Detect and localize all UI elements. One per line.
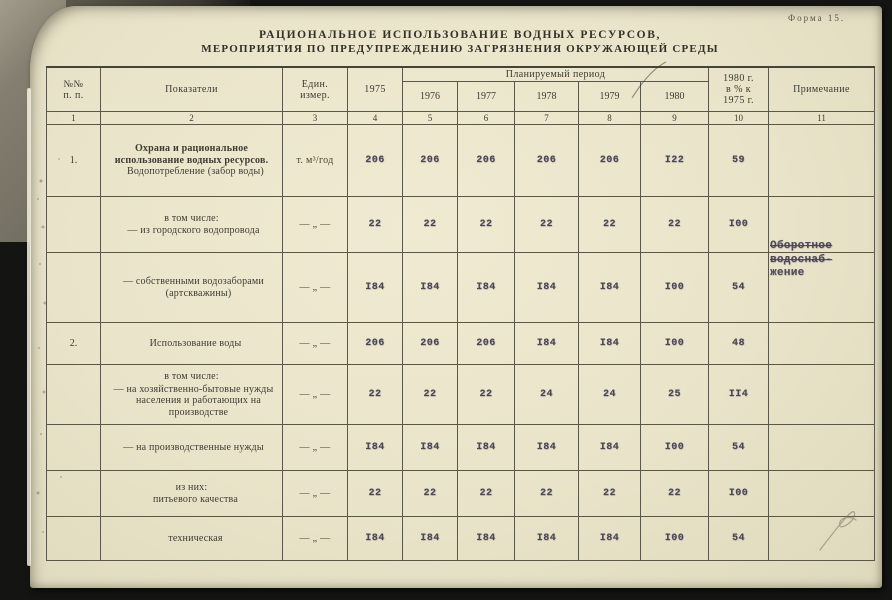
row-number: 2. [47, 323, 101, 365]
unit-cell: — „ — [283, 471, 348, 517]
value-cell: 22 [641, 197, 709, 253]
indicator-label: — собственными водозаборами (артскважины) [123, 276, 264, 299]
remark-line-2: водоснаб- [770, 253, 833, 266]
unit-cell: — „ — [283, 365, 348, 425]
sub-heading: в том числе: [164, 371, 219, 382]
header-cell-plan-period: Планируемый период [403, 67, 709, 82]
value-cell: I84 [579, 517, 641, 561]
unit-cell: — „ — [283, 197, 348, 253]
value-cell: 22 [348, 197, 403, 253]
unit-cell: — „ — [283, 517, 348, 561]
year-header-1979: 1979 [579, 82, 641, 112]
value-cell: I84 [515, 253, 579, 323]
value-cell: 22 [579, 471, 641, 517]
value-cell: I84 [515, 323, 579, 365]
indicator-cell [101, 517, 283, 561]
year-header-1978: 1978 [515, 82, 579, 112]
value-cell: 22 [515, 197, 579, 253]
value-cell: 22 [348, 365, 403, 425]
value-cell: I00 [641, 323, 709, 365]
indicator-label: Использование воды [149, 337, 242, 349]
remark-line-1: Оборотное [770, 240, 833, 252]
value-cell: I22 [641, 125, 709, 197]
value-cell: 206 [403, 323, 458, 365]
row-number [47, 517, 101, 561]
table-row [47, 323, 875, 365]
header-cell-percent [709, 67, 769, 112]
value-cell: 22 [458, 197, 515, 253]
indicator-label: — на хозяйственно-бытовые нужды населения и работающих на производстве [113, 383, 274, 418]
col-number: 8 [579, 112, 641, 125]
indicator-cell [101, 197, 283, 253]
table-row [47, 253, 875, 323]
unit-cell: — „ — [283, 323, 348, 365]
pen-check-mark [622, 58, 682, 104]
value-cell: I00 [641, 517, 709, 561]
value-cell: I00 [641, 253, 709, 323]
note-cell [769, 125, 875, 197]
note-cell [769, 365, 875, 425]
col-number: 5 [403, 112, 458, 125]
sub-heading: в том числе: [164, 212, 219, 224]
paper-specks [0, 0, 2, 2]
pencil-squiggle [806, 502, 870, 558]
value-cell: I84 [458, 253, 515, 323]
value-cell: I84 [579, 323, 641, 365]
table-row [47, 365, 875, 425]
water-resources-table [46, 66, 875, 561]
sub-heading: из них: [175, 481, 208, 493]
pp-label: п. п. [63, 89, 84, 101]
value-cell: I00 [709, 197, 769, 253]
col-number: 11 [769, 112, 875, 125]
table-row [47, 197, 875, 253]
indicator-label: — из городского водопровода [127, 225, 260, 236]
unit-label-2: измер. [300, 89, 330, 101]
value-cell: 22 [641, 471, 709, 517]
value-cell: 48 [709, 323, 769, 365]
value-cell: I84 [403, 517, 458, 561]
value-cell: I84 [403, 425, 458, 471]
year-header-1976: 1976 [403, 82, 458, 112]
value-cell: 22 [579, 197, 641, 253]
value-cell: 22 [403, 365, 458, 425]
header-cell-note: Примечание [769, 67, 875, 112]
remark-line-3: жение [770, 267, 805, 279]
value-cell: 206 [458, 125, 515, 197]
column-number-row [47, 112, 875, 125]
header-cell-indicators: Показатели [101, 67, 283, 112]
value-cell: I84 [579, 253, 641, 323]
value-cell: I00 [709, 471, 769, 517]
table-row [47, 517, 875, 561]
title-line-2: МЕРОПРИЯТИЯ ПО ПРЕДУПРЕЖДЕНИЮ ЗАГРЯЗНЕНИЯ ОКРУЖАЮЩЕЙ СРЕДЫ [201, 43, 719, 55]
unit-cell: т. м³/год [283, 125, 348, 197]
value-cell: 22 [458, 471, 515, 517]
value-cell: 22 [348, 471, 403, 517]
col-number: 2 [101, 112, 283, 125]
note-cell [769, 425, 875, 471]
row-number [47, 425, 101, 471]
indicator-label: — на производственные нужды [123, 441, 264, 453]
value-cell: 22 [458, 365, 515, 425]
indicator-label: техническая [168, 532, 223, 544]
col-number: 4 [348, 112, 403, 125]
document-title [46, 29, 874, 55]
title-line-1: РАЦИОНАЛЬНОЕ ИСПОЛЬЗОВАНИЕ ВОДНЫХ РЕСУРСОВ, [259, 29, 661, 41]
value-cell: 206 [458, 323, 515, 365]
indicator-cell [101, 425, 283, 471]
row-number [47, 197, 101, 253]
value-cell: 22 [403, 197, 458, 253]
value-cell: 54 [709, 517, 769, 561]
row-number [47, 471, 101, 517]
value-cell: I84 [515, 517, 579, 561]
header-cell-unit [283, 67, 348, 112]
table-row [47, 425, 875, 471]
value-cell: 206 [579, 125, 641, 197]
value-cell: 206 [515, 125, 579, 197]
value-cell: II4 [709, 365, 769, 425]
value-cell: 54 [709, 425, 769, 471]
page-edge-highlight [27, 88, 31, 566]
header-cell-row-number [47, 67, 101, 112]
col-number: 6 [458, 112, 515, 125]
table-row [47, 471, 875, 517]
table-row [47, 125, 875, 197]
indicator-cell [101, 365, 283, 425]
value-cell: I84 [348, 517, 403, 561]
note-cell [769, 323, 875, 365]
year-header-1980: 1980 [641, 82, 709, 112]
value-cell: I84 [515, 425, 579, 471]
unit-cell: — „ — [283, 253, 348, 323]
pct-label-2: в % к [726, 84, 751, 95]
value-cell: I84 [348, 425, 403, 471]
value-cell: 22 [403, 471, 458, 517]
value-cell: I00 [641, 425, 709, 471]
value-cell: I84 [579, 425, 641, 471]
col-number: 3 [283, 112, 348, 125]
header-cell-1975: 1975 [348, 67, 403, 112]
indicator-cell [101, 125, 283, 197]
row-number [47, 253, 101, 323]
value-cell: I84 [458, 425, 515, 471]
pct-label-1: 1980 г. [723, 73, 754, 84]
value-cell: 24 [515, 365, 579, 425]
indicator-cell [101, 253, 283, 323]
pct-label-3: 1975 г. [723, 95, 754, 106]
indicator-cell [101, 471, 283, 517]
col-number: 7 [515, 112, 579, 125]
value-cell: 25 [641, 365, 709, 425]
col-number: 9 [641, 112, 709, 125]
remark-annotation [770, 240, 832, 281]
value-cell: 206 [348, 125, 403, 197]
indicator-label: питьевого качества [153, 494, 238, 505]
indicator-label: Водопотребление (забор воды) [127, 166, 264, 178]
value-cell: 54 [709, 253, 769, 323]
value-cell: 59 [709, 125, 769, 197]
value-cell: 24 [579, 365, 641, 425]
value-cell: 206 [403, 125, 458, 197]
col-number: 10 [709, 112, 769, 125]
section-heading: Охрана и рациональное использование водных ресурсов. [114, 143, 269, 166]
value-cell: 206 [348, 323, 403, 365]
value-cell: 22 [515, 471, 579, 517]
unit-cell: — „ — [283, 425, 348, 471]
value-cell: I84 [348, 253, 403, 323]
year-header-1977: 1977 [458, 82, 515, 112]
nn-label: №№ [63, 78, 84, 90]
row-number [47, 365, 101, 425]
row-number: 1. [47, 125, 101, 197]
unit-label-1: Един. [301, 78, 329, 90]
form-number-label: Форма 15. [788, 13, 846, 23]
indicator-cell [101, 323, 283, 365]
col-number: 1 [47, 112, 101, 125]
value-cell: I84 [458, 517, 515, 561]
value-cell: I84 [403, 253, 458, 323]
